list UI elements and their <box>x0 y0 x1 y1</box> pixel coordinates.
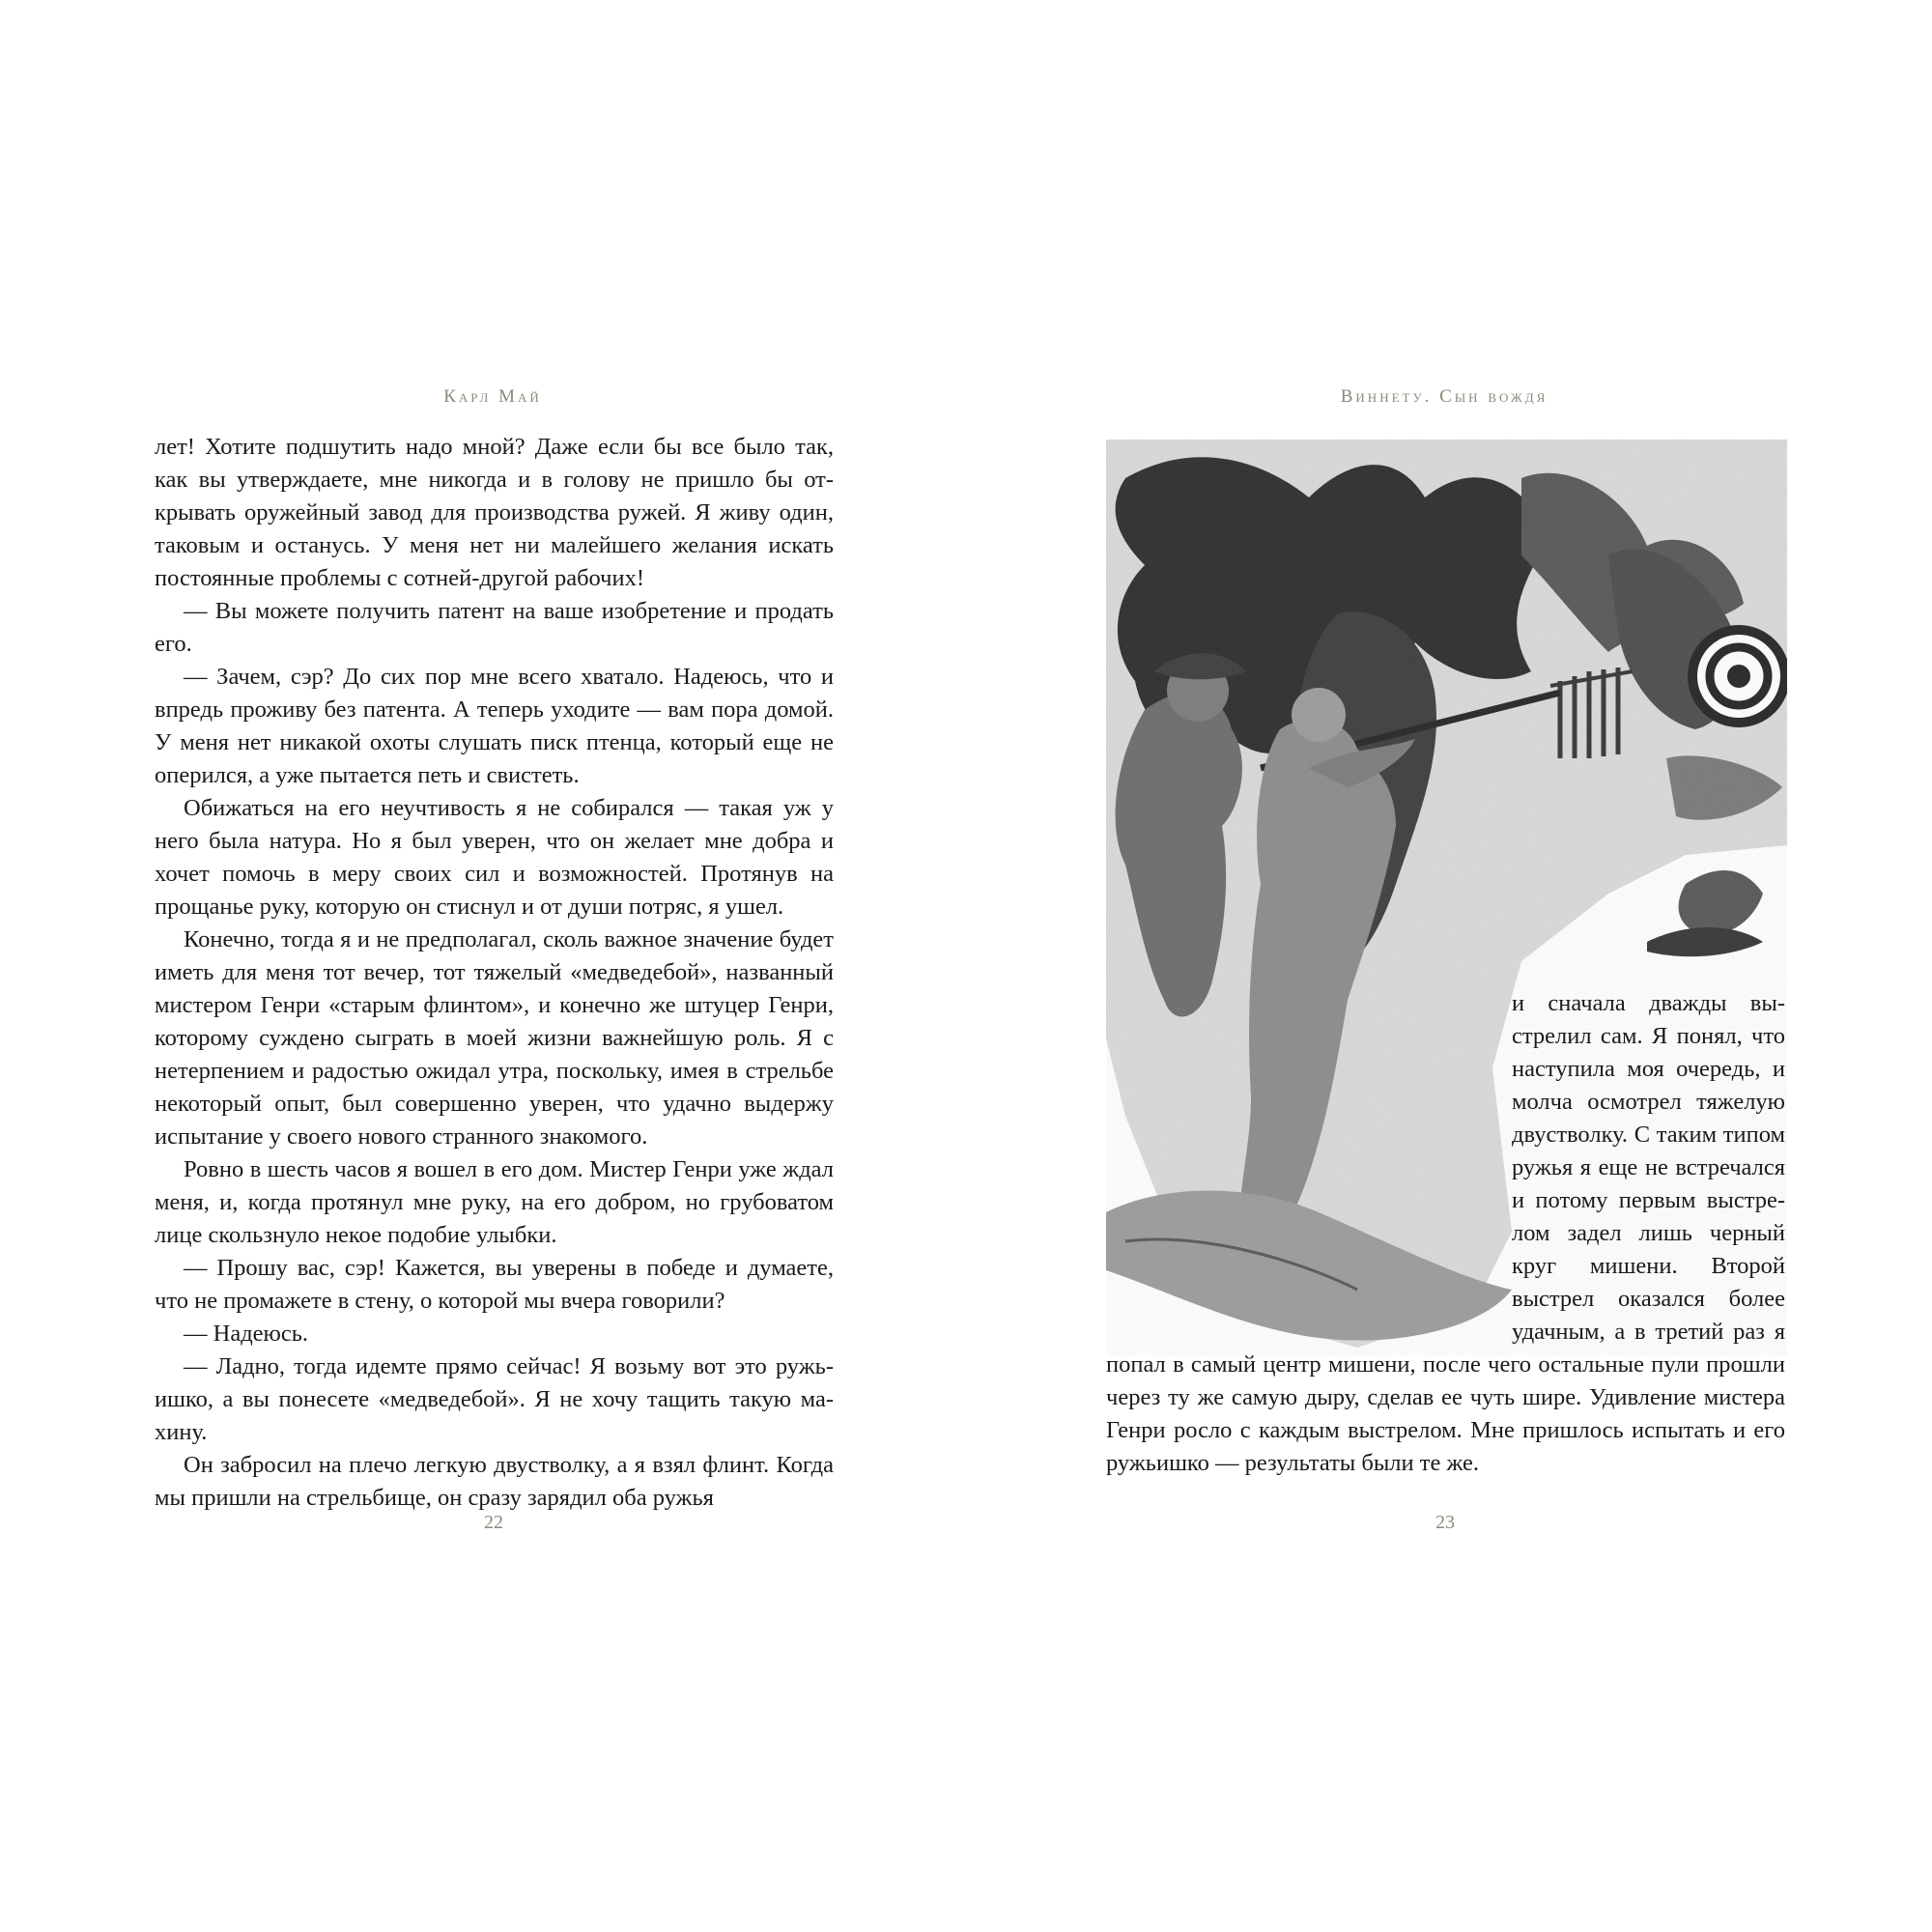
paragraph: — Вы можете получить патент на ваше изобретение и продать его. <box>155 598 834 657</box>
right-page-text <box>1106 987 1785 1480</box>
paragraph: — Зачем, сэр? До сих пор мне всего хватало. Надеюсь, что и впредь проживу без патента. А теперь уходите — вам пора домой. У меня нет никакой охоты слушать писк птенца, который еще не оперился, а уже пытается петь и свистеть. <box>155 664 834 788</box>
page-number-right: 23 <box>1435 1512 1455 1533</box>
paragraph: и сначала дважды выстрелил сам. Я понял, что наступила моя очередь, и молча осмотрел тяжелую двустволку. С таким типом ружья я еще не встречался и потому первым выстрелом задел лишь черный круг мишени. Второй выстрел оказался более удачным, а в третий раз я попал в самый центр мишени, после чего остальные пули прошли через ту же самую дыру, сделав ее чуть шире. Удивление мистера Генри росло с каждым выстрелом. Мне пришлось испытать и его ружьишко — результаты были те же. <box>1106 990 1785 1476</box>
running-head-left: Карл Май <box>443 386 542 407</box>
paragraph: Ровно в шесть часов я вошел в его дом. Мистер Генри уже ждал меня, и, когда протянул мне руку, на его добром, но грубоватом лице скользнуло некое подобие улыбки. <box>155 1156 834 1248</box>
paragraph: Обижаться на его неучтивость я не собирался — такая уж у него была натура. Но я был уверен, что он желает мне добра и хочет помочь в меру своих сил и возможностей. Протянув на прощанье руку, которую он стиснул и от души потряс, я ушел. <box>155 795 834 920</box>
paragraph: Конечно, тогда я и не предполагал, сколь важное значение будет иметь для меня тот вечер, тот тяжелый «медведебой», названный мистером Генри «старым флинтом», и конечно же штуцер Генри, которому суждено сыграть в моей жизни важнейшую роль. Я с нетерпением и радостью ожидал утра, поскольку, имея в стрельбе некоторый опыт, был совершенно уверен, что удачно выдержу испытание у своего нового странного знакомого. <box>155 926 834 1150</box>
page-number-left: 22 <box>484 1512 503 1533</box>
paragraph: — Надеюсь. <box>184 1321 309 1347</box>
paragraph: Он забросил на плечо легкую двустволку, а я взял флинт. Когда мы пришли на стрельбище, он сразу зарядил оба ружья <box>155 1452 834 1511</box>
paragraph: — Ладно, тогда идемте прямо сейчас! Я возьму вот это ружьишко, а вы понесете «медведебой». Я не хочу тащить такую махину. <box>155 1353 834 1445</box>
illustration-float-spacer <box>1106 987 1512 1348</box>
paragraph: — Прошу вас, сэр! Кажется, вы уверены в победе и думаете, что не промажете в стену, о которой мы вчера говорили? <box>155 1255 834 1314</box>
left-page-text <box>155 431 834 1515</box>
running-head-right: Виннету. Сын вождя <box>1340 386 1548 407</box>
paragraph: лет! Хотите подшутить надо мной? Даже если бы все было так, как вы утверждаете, мне никогда и в голову не пришло бы открывать оружейный завод для производства ружей. Я живу один, таковым и останусь. У меня нет ни малейшего желания искать постоянные проблемы с сотней-другой рабочих! <box>155 434 834 591</box>
